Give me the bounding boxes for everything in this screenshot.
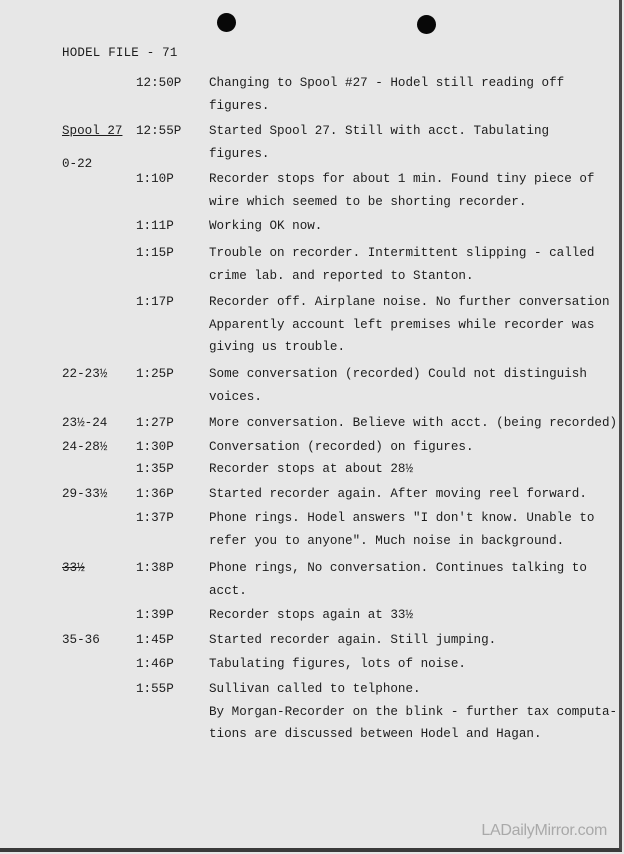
entry-note-line: Started recorder again. Still jumping. <box>209 633 497 647</box>
entry-note <box>209 363 587 408</box>
entry-note <box>209 629 496 652</box>
entry-note-line: refer you to anyone". Much noise in background. <box>209 533 565 548</box>
tape-reference: 24-28½ <box>62 440 108 454</box>
punch-hole-right <box>417 15 436 34</box>
entry-note-line: Recorder stops for about 1 min. Found tiny piece of <box>209 172 595 186</box>
tape-reference: 29-33½ <box>62 487 108 501</box>
entry-time: 12:55P <box>136 124 182 138</box>
punch-hole-left <box>217 13 236 32</box>
entry-note <box>209 242 594 287</box>
tape-reference: 33½ <box>62 561 85 575</box>
entry-note <box>209 678 617 746</box>
entry-note-line: Changing to Spool #27 - Hodel still reading off <box>209 76 565 90</box>
entry-note-line: Sullivan called to telphone. <box>209 682 421 696</box>
document-header: HODEL FILE - 71 <box>62 46 178 60</box>
tape-reference: Spool 27 <box>62 124 123 138</box>
entry-time: 1:11P <box>136 219 174 233</box>
entry-note <box>209 120 549 165</box>
entry-time: 1:35P <box>136 462 174 476</box>
entry-note-line: tions are discussed between Hodel and Hagan. <box>209 727 542 741</box>
entry-time: 1:36P <box>136 487 174 501</box>
tape-reference: 23½-24 <box>62 416 108 430</box>
tape-reference: 0-22 <box>62 157 93 171</box>
tape-reference: 35-36 <box>62 633 100 647</box>
entry-time: 1:39P <box>136 608 174 622</box>
entry-note <box>209 168 594 213</box>
entry-note-line: Phone rings, No conversation. Continues talking to <box>209 561 587 575</box>
entry-note-line: By Morgan-Recorder on the blink - further tax computa- <box>209 704 618 719</box>
entry-note-line: Started Spool 27. Still with acct. Tabulating <box>209 124 550 138</box>
entry-note-line: Started recorder again. After moving reel forward. <box>209 487 587 501</box>
entry-note <box>209 72 564 117</box>
entry-note-line: crime lab. and reported to Stanton. <box>209 268 474 283</box>
entry-note <box>209 291 610 359</box>
entry-time: 1:37P <box>136 511 174 525</box>
entry-note <box>209 653 466 676</box>
entry-note <box>209 436 474 459</box>
entry-note-line: giving us trouble. <box>209 340 346 354</box>
entry-note-line: Some conversation (recorded) Could not distinguish <box>209 367 587 381</box>
entry-note-line: Working OK now. <box>209 219 323 233</box>
entry-note-line: Tabulating figures, lots of noise. <box>209 657 466 671</box>
entry-note <box>209 412 617 435</box>
entry-note <box>209 604 413 627</box>
entry-time: 12:50P <box>136 76 182 90</box>
entry-time: 1:38P <box>136 561 174 575</box>
entry-note-line: voices. <box>209 389 262 404</box>
entry-time: 1:30P <box>136 440 174 454</box>
tape-reference: 22-23½ <box>62 367 108 381</box>
entry-note <box>209 507 594 552</box>
entry-note-line: acct. <box>209 583 247 598</box>
entry-note-line: Recorder off. Airplane noise. No further conversation <box>209 295 610 309</box>
entry-time: 1:46P <box>136 657 174 671</box>
entry-time: 1:25P <box>136 367 174 381</box>
entry-time: 1:15P <box>136 246 174 260</box>
entry-note-line: figures. <box>209 98 270 113</box>
entry-note-line: Conversation (recorded) on figures. <box>209 440 474 454</box>
watermark: LADailyMirror.com <box>481 822 607 839</box>
entry-time: 1:17P <box>136 295 174 309</box>
entry-note-line: wire which seemed to be shorting recorder. <box>209 194 527 209</box>
entry-note-line: Phone rings. Hodel answers "I don't know. Unable to <box>209 511 595 525</box>
entry-note <box>209 215 322 238</box>
entry-note-line: Recorder stops at about 28½ <box>209 462 414 476</box>
entry-note-line: Recorder stops again at 33½ <box>209 608 414 622</box>
entry-note <box>209 557 587 602</box>
entry-time: 1:27P <box>136 416 174 430</box>
entry-time: 1:55P <box>136 682 174 696</box>
entry-note-line: Apparently account left premises while recorder was <box>209 317 595 332</box>
entry-time: 1:45P <box>136 633 174 647</box>
entry-note-line: figures. <box>209 146 270 161</box>
entry-note <box>209 458 413 481</box>
entry-time: 1:10P <box>136 172 174 186</box>
entry-note-line: More conversation. Believe with acct. (being recorded) <box>209 416 618 430</box>
entry-note <box>209 483 587 506</box>
entry-note-line: Trouble on recorder. Intermittent slipping - called <box>209 246 595 260</box>
